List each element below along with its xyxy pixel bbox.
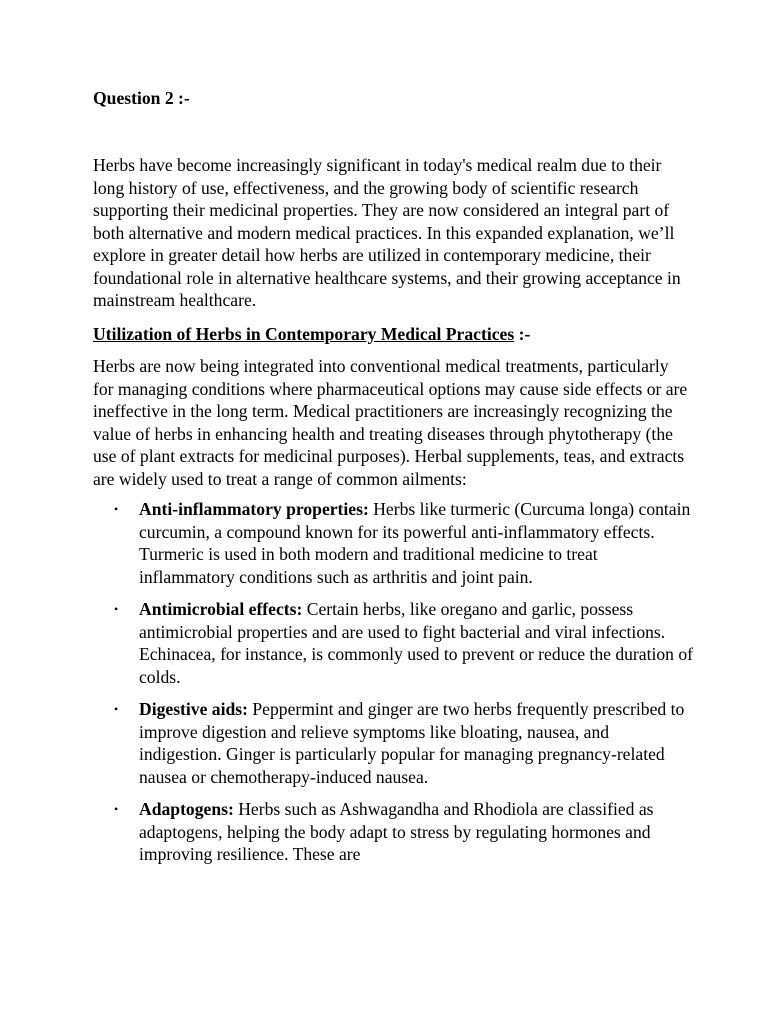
list-item-text: Certain herbs, like oregano and garlic, possess antimicrobial properties and are used to fight bacterial and viral infections. Echinacea, for instance, is commonly used to prevent or reduce the duration of colds. xyxy=(139,599,694,687)
list-item-term: Adaptogens: xyxy=(139,799,234,819)
list-item-term: Anti-inflammatory properties: xyxy=(139,499,369,519)
intro-paragraph: Herbs have become increasingly significant in today's medical realm due to their long history of use, effectiveness, and the growing body of scientific research supporting their medicinal properties. They are now considered an integral part of both alternative and modern medical practices. In this expanded explanation, we’ll explore in greater detail how herbs are utilized in contemporary medicine, their foundational role in alternative healthcare systems, and their growing acceptance in mainstream healthcare. xyxy=(93,155,681,310)
list-item xyxy=(93,598,693,688)
list-item-term: Digestive aids: xyxy=(139,699,248,719)
bullet-list xyxy=(93,498,693,866)
bullet-icon: • xyxy=(114,502,119,516)
list-item-text: Peppermint and ginger are two herbs frequently prescribed to improve digestion and relieve symptoms like bloating, nausea, and indigestion. Ginger is particularly popular for managing pregnancy-related nausea or chemotherapy-induced nausea. xyxy=(139,699,685,787)
section-heading-suffix: :- xyxy=(514,323,531,344)
list-item-text: Herbs like turmeric (Curcuma longa) contain curcumin, a compound known for its powerful anti-inflammatory effects. Turmeric is used in both modern and traditional medicine to treat inflammatory conditions such as arthritis and joint pain. xyxy=(139,499,691,587)
bullet-icon: • xyxy=(114,602,119,616)
question-title: Question 2 :- xyxy=(93,88,190,108)
list-item-text: Herbs such as Ashwagandha and Rhodiola are classified as adaptogens, helping the body adapt to stress by regulating hormones and improving resilience. These are xyxy=(139,799,654,864)
document-body xyxy=(93,86,693,876)
list-item xyxy=(93,798,693,866)
section-paragraph: Herbs are now being integrated into conventional medical treatments, particularly for managing conditions where pharmaceutical options may cause side effects or are ineffective in the long term. Medical practitioners are increasingly recognizing the value of herbs in enhancing health and treating diseases through phytotherapy (the use of plant extracts for medicinal purposes). Herbal supplements, teas, and extracts are widely used to treat a range of common ailments: xyxy=(93,356,688,489)
list-item xyxy=(93,498,693,588)
list-item xyxy=(93,698,693,788)
bullet-icon: • xyxy=(114,802,119,816)
section-heading-text: Utilization of Herbs in Contemporary Medical Practices xyxy=(93,323,515,344)
list-item-term: Antimicrobial effects: xyxy=(139,599,303,619)
section-heading xyxy=(93,323,693,346)
bullet-icon: • xyxy=(114,702,119,716)
